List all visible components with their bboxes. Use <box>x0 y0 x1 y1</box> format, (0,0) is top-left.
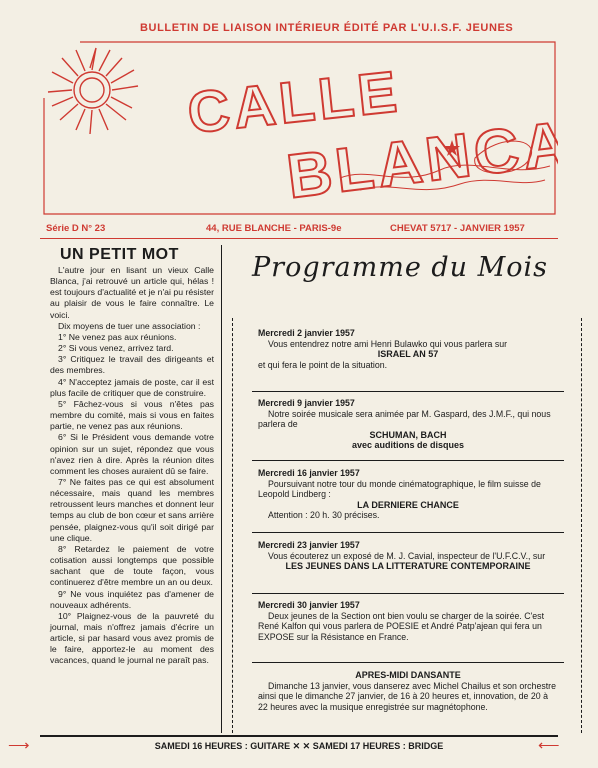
event-description: Deux jeunes de la Section ont bien voulu se charger de la soirée. C'est René Kalfon qui vous parlera de POESIE et André Patp'ajean qui fera un EXPOSE sur la Résistance en France. <box>258 610 545 642</box>
list-item: 9° Ne vous inquiétez pas d'amener de nouveaux adhérents. <box>50 588 214 610</box>
list-item: 2° Si vous venez, arrivez tard. <box>58 343 174 354</box>
list-item: 1° Ne venez pas aux réunions. <box>58 331 177 342</box>
event-topic: ISRAEL AN 57 <box>377 349 439 360</box>
event-item <box>258 600 558 642</box>
sun-icon <box>48 48 138 134</box>
event-item <box>258 328 558 370</box>
newsletter-tagline: BULLETIN DE LIAISON INTÉRIEUR ÉDITÉ PAR L'U.I.S.F. JEUNES <box>140 22 514 34</box>
event-description: Vous entendrez notre ami Henri Bulawko qui vous parlera sur <box>268 338 508 349</box>
event-separator <box>252 532 564 533</box>
footer-schedule: SAMEDI 16 HEURES : GUITARE ✕ ✕ SAMEDI 17 HEURES : BRIDGE <box>154 741 444 751</box>
event-topic: LA DERNIERE CHANCE <box>357 499 459 510</box>
event-date: Mercredi 2 janvier 1957 <box>258 328 355 338</box>
event-item <box>258 468 558 521</box>
masthead <box>40 38 558 218</box>
list-item: 4° N'acceptez jamais de poste, car il est plus facile de critiquer que de construire. <box>50 376 214 398</box>
event-description: Poursuivant notre tour du monde cinématographique, le film suisse de Leopold Lindberg : <box>258 478 541 500</box>
event-description: Notre soirée musicale sera animée par M. Gaspard, des J.M.F., qui nous parlera de <box>258 408 551 430</box>
programme-box <box>232 318 582 733</box>
dashed-border-left <box>232 318 233 733</box>
list-item: 3° Critiquez le travail des dirigeants et des membres. <box>50 354 214 376</box>
address: 44, RUE BLANCHE - PARIS-9e <box>206 223 342 234</box>
dashed-border-right <box>581 318 582 733</box>
masthead-title-line1: CALLE <box>184 58 404 146</box>
masthead-title-line2: BLANCA <box>283 108 558 212</box>
event-topic: LES JEUNES DANS LA LITTERATURE CONTEMPORAINE <box>285 561 531 572</box>
event-date: Mercredi 30 janvier 1957 <box>258 600 360 610</box>
petit-mot-article <box>50 265 214 667</box>
event-separator <box>252 391 564 392</box>
event-date: Mercredi 23 janvier 1957 <box>258 540 360 550</box>
issue-info-bar <box>46 223 558 235</box>
header-divider <box>40 238 558 239</box>
arrow-left-icon: ⟵ <box>538 737 560 754</box>
event-date: Mercredi 9 janvier 1957 <box>258 398 355 408</box>
event-description: Vous écouterez un exposé de M. J. Cavial, inspecteur de l'U.F.C.V., sur <box>268 550 546 561</box>
paragraph: L'autre jour en lisant un vieux Calle Blanca, j'ai retrouvé un article qui, hélas ! est toujours d'actualité et je n'ai pu résister au plaisir de vous le faire connaître. Le voici. <box>50 265 214 320</box>
arrow-right-icon: ⟶ <box>8 737 30 754</box>
dance-afternoon <box>258 670 558 712</box>
masthead-logo <box>40 38 558 218</box>
column-divider <box>221 245 222 733</box>
event-topic: SCHUMAN, BACH <box>369 429 447 440</box>
event-note: et qui fera le point de la situation. <box>258 359 388 370</box>
issue-date: CHEVAT 5717 - JANVIER 1957 <box>390 223 525 234</box>
event-item <box>258 398 558 451</box>
paragraph: Dix moyens de tuer une association : <box>58 320 201 331</box>
list-item: 8° Retardez le paiement de votre cotisation aussi longtemps que possible sachant que de toute façon, vous continuerez d'être membre un an ou deux. <box>50 543 214 588</box>
programme-title: Programme du Mois <box>252 252 549 283</box>
event-note: Attention : 20 h. 30 précises. <box>268 510 380 521</box>
event-item <box>258 540 558 572</box>
event-note: avec auditions de disques <box>351 440 465 451</box>
petit-mot-title: UN PETIT MOT <box>60 246 179 263</box>
list-item: 5° Fâchez-vous si vous n'êtes pas membre du comité, mais si vous en faites partie, ne venez pas aux réunions. <box>50 398 214 432</box>
list-item: 6° Si le Président vous demande votre opinion sur un sujet, répondez que vous n'avez rien à dire. Après la réunion dites comment les choses auraient dû se faire. <box>50 432 214 476</box>
footer-rule <box>40 735 558 737</box>
series-number: Série D N° 23 <box>46 223 106 234</box>
dance-title: APRES-MIDI DANSANTE <box>355 670 461 680</box>
list-item: 7° Ne faites pas ce qui est absolument nécessaire, mais quand les membres retroussent leurs manches et donnent leur temps au club de bon cœur et sans arrière pensée, plaignez-vous qu'il soit dirigé par une clique. <box>50 476 214 543</box>
event-separator <box>252 593 564 594</box>
event-date: Mercredi 16 janvier 1957 <box>258 468 360 478</box>
event-separator <box>252 662 564 663</box>
dance-description: Dimanche 13 janvier, vous danserez avec Michel Chailus et son orchestre ainsi que le dimanche 27 janvier, de 16 à 20 heures et, innovation, de 20 à 22 heures avec la musique enregistrée sur magnétophone. <box>258 680 556 712</box>
event-separator <box>252 460 564 461</box>
list-item: 10° Plaignez-vous de la pauvreté du journal, mais n'offrez jamais d'écrire un article, si par hasard vous avez promis de le faire, apportez-le au moment des vacances, quand le journal ne paraît pas. <box>50 610 214 666</box>
